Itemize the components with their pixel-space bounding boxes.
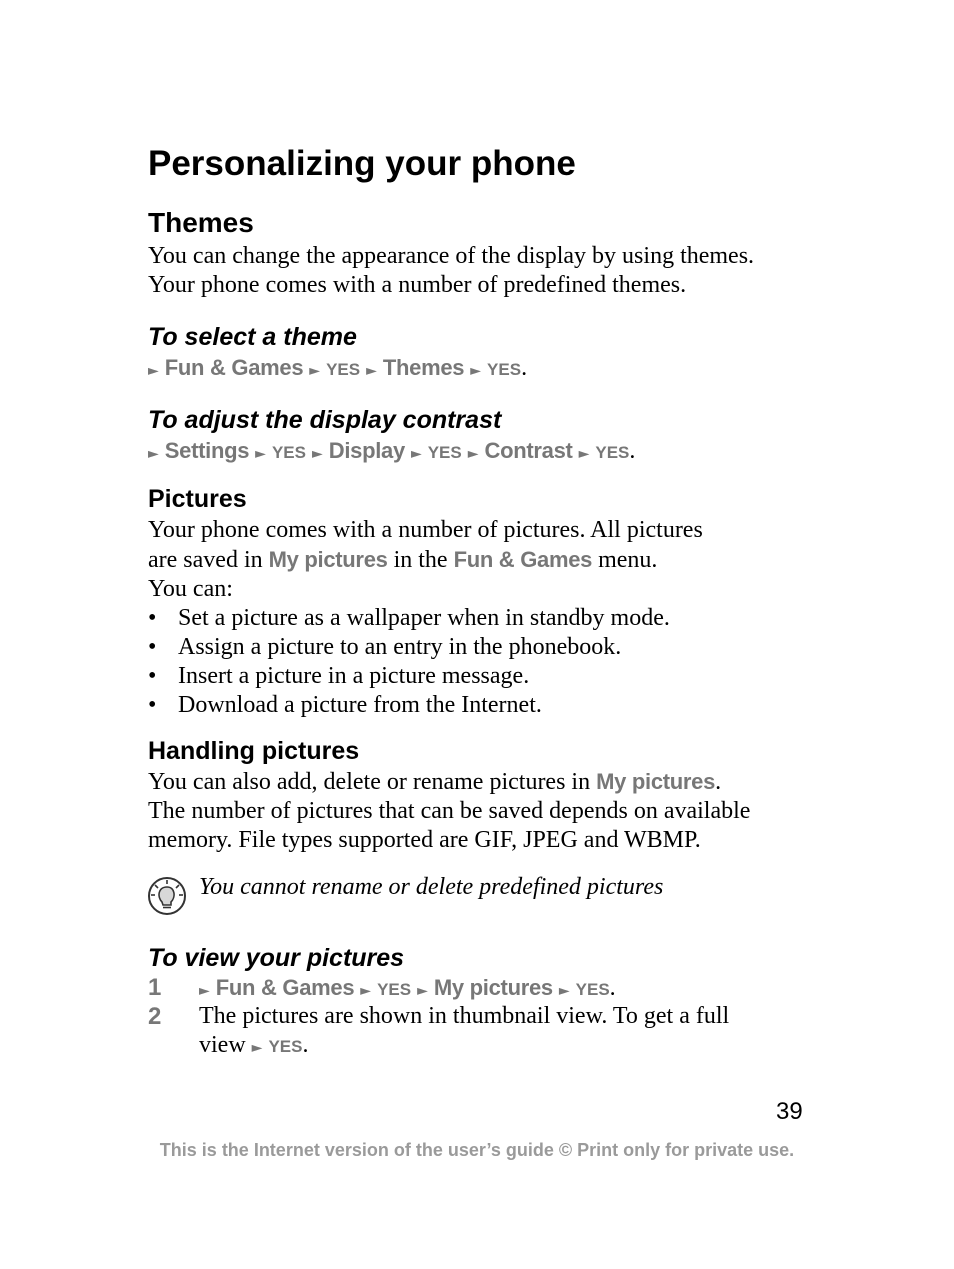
lightbulb-icon [147, 876, 187, 916]
step-number: 1 [148, 974, 162, 1001]
yes-key: YES [575, 980, 610, 999]
step-number-1 [148, 973, 161, 1002]
handling-line-2: The number of pictures that can be saved depends on available [148, 798, 751, 824]
bullet: • [148, 605, 157, 631]
list-item-text: Set a picture as a wallpaper when in standby mode. [178, 605, 670, 631]
menu-fun-games: Fun & Games [215, 975, 355, 1000]
arrow-icon: ► [417, 983, 428, 999]
handling-text [148, 767, 750, 855]
step-2-line-1: The pictures are shown in thumbnail view. To get a full [199, 1003, 730, 1029]
arrow-icon: ► [199, 983, 210, 999]
select-theme-heading: To select a theme [148, 323, 357, 351]
arrow-icon: ► [311, 446, 323, 462]
pictures-heading: Pictures [148, 485, 247, 513]
pictures-text [148, 516, 703, 720]
yes-key: YES [427, 443, 462, 462]
pictures-line-3: You can: [148, 576, 233, 602]
arrow-icon: ► [467, 446, 479, 462]
step-2-line-2 [199, 1031, 729, 1063]
list-item [148, 633, 703, 662]
bullet: • [148, 634, 157, 660]
yes-key: YES [595, 443, 630, 462]
list-item [148, 691, 703, 720]
text-fragment: menu. [592, 547, 658, 573]
text-fragment: . [715, 769, 722, 795]
contrast-path [148, 436, 635, 469]
menu-my-pictures: My pictures [596, 769, 716, 794]
themes-text-line-1: You can change the appearance of the display by using themes. [148, 243, 755, 269]
yes-key: YES [271, 443, 306, 462]
period: . [302, 1032, 309, 1058]
themes-text-line-2: Your phone comes with a number of predefined themes. [148, 272, 687, 298]
list-item-text: Insert a picture in a picture message. [178, 663, 530, 689]
text-fragment: are saved in [148, 547, 269, 573]
list-item [148, 604, 703, 633]
page-number: 39 [776, 1098, 803, 1125]
handling-line-3: memory. File types supported are GIF, JPEG and WBMP. [148, 827, 701, 853]
arrow-icon: ► [410, 446, 422, 462]
arrow-icon: ► [470, 363, 482, 379]
arrow-icon: ► [309, 363, 321, 379]
step-number-2 [148, 1002, 161, 1031]
handling-heading: Handling pictures [148, 737, 360, 765]
menu-display: Display [328, 438, 405, 463]
menu-themes: Themes [382, 355, 465, 380]
menu-settings: Settings [164, 438, 250, 463]
select-theme-path [148, 353, 527, 386]
handling-line-1 [148, 767, 750, 797]
text-fragment: in the [387, 547, 454, 573]
themes-text [148, 242, 754, 300]
bullet: • [148, 663, 157, 689]
arrow-icon: ► [251, 1040, 263, 1056]
list-item-text: Download a picture from the Internet. [178, 692, 542, 718]
menu-my-pictures: My pictures [433, 975, 553, 1000]
menu-contrast: Contrast [484, 438, 573, 463]
menu-my-pictures: My pictures [268, 547, 388, 572]
contrast-heading: To adjust the display contrast [148, 406, 502, 434]
arrow-icon: ► [148, 446, 159, 462]
yes-key: YES [268, 1037, 303, 1056]
arrow-icon: ► [360, 983, 372, 999]
arrow-icon: ► [255, 446, 266, 462]
arrow-icon: ► [148, 363, 159, 379]
yes-key: YES [487, 360, 522, 379]
footer-note: This is the Internet version of the user’s guide © Print only for private use. [159, 1140, 795, 1160]
text-fragment: view [199, 1032, 252, 1058]
step-number: 2 [148, 1003, 162, 1030]
pictures-line-2 [148, 545, 703, 575]
menu-fun-games: Fun & Games [453, 547, 593, 572]
menu-fun-games: Fun & Games [164, 355, 304, 380]
list-item-text: Assign a picture to an entry in the phonebook. [178, 634, 622, 660]
view-pictures-heading: To view your pictures [148, 944, 405, 972]
arrow-icon: ► [366, 363, 377, 379]
text-fragment: You can also add, delete or rename pictures in [148, 769, 597, 795]
arrow-icon: ► [578, 446, 590, 462]
bullet: • [148, 692, 157, 718]
yes-key: YES [326, 360, 361, 379]
pictures-line-1: Your phone comes with a number of pictures. All pictures [148, 517, 703, 543]
period: . [609, 975, 616, 1001]
period: . [521, 355, 528, 381]
list-item [148, 662, 703, 691]
period: . [629, 438, 636, 464]
tip-text: You cannot rename or delete predefined pictures [199, 874, 664, 900]
arrow-icon: ► [558, 983, 570, 999]
themes-heading: Themes [148, 207, 254, 238]
view-step-2-text [199, 1002, 729, 1063]
yes-key: YES [377, 980, 412, 999]
page-title: Personalizing your phone [148, 144, 576, 183]
